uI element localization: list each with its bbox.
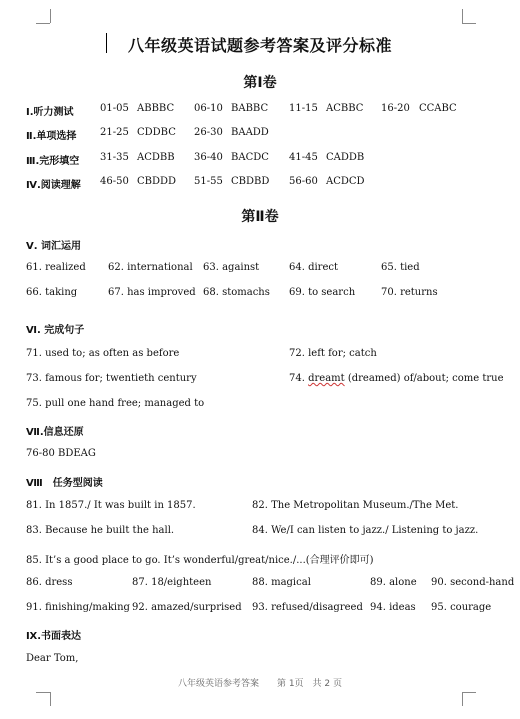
volume-2-heading: 第Ⅱ卷	[241, 209, 279, 225]
answer-62: 62. international	[108, 262, 193, 273]
answer-88: 88. magical	[252, 577, 311, 588]
answer-95: 95. courage	[431, 602, 492, 613]
part1-range: 56-60	[289, 176, 318, 187]
part1-answer-key: CCABC	[419, 103, 457, 114]
answer-63: 63. against	[203, 262, 260, 273]
answer-74	[289, 373, 504, 384]
part1-range: 01-05	[100, 103, 129, 114]
part1-answer-key: BABBC	[231, 103, 269, 114]
answer-64: 64. direct	[289, 262, 338, 273]
answer-81: 81. In 1857./ It was built in 1857.	[26, 500, 196, 511]
answer-93: 93. refused/disagreed	[252, 602, 363, 613]
part1-range: 11-15	[289, 103, 318, 114]
answer-86: 86. dress	[26, 577, 73, 588]
answer-92: 92. amazed/surprised	[132, 602, 242, 613]
part1-range: 51-55	[194, 176, 223, 187]
section-5-heading: Ⅴ. 词汇运用	[26, 241, 82, 252]
part1-range: 16-20	[381, 103, 410, 114]
part1-range: 36-40	[194, 152, 223, 163]
letter-greeting: Dear Tom,	[26, 653, 79, 664]
part1-answer-key: ACDCD	[326, 176, 365, 187]
answer-66: 66. taking	[26, 287, 78, 298]
answer-89: 89. alone	[370, 577, 417, 588]
part1-row-3-label: Ⅲ.完形填空	[26, 156, 80, 167]
part1-answer-key: CADDB	[326, 152, 365, 163]
part1-answer-key: BAADD	[231, 127, 269, 138]
answer-73: 73. famous for; twentieth century	[26, 373, 197, 384]
part1-range: 46-50	[100, 176, 129, 187]
page-footer: 八年级英语参考答案 第 1页 共 2 页	[177, 679, 343, 689]
answer-70: 70. returns	[381, 287, 438, 298]
answer-74-rest: (dreamed) of/about; come true	[347, 373, 504, 384]
part1-answer-key: ACDBB	[137, 152, 175, 163]
part1-row-4-label: Ⅳ.阅读理解	[26, 180, 81, 191]
section-8-heading: Ⅷ 任务型阅读	[26, 478, 103, 489]
answer-91: 91. finishing/making	[26, 602, 130, 613]
answer-74-number: 74.	[289, 373, 305, 384]
page-title: 八年级英语试题参考答案及评分标准	[127, 36, 392, 55]
part1-range: 41-45	[289, 152, 318, 163]
answer-61: 61. realized	[26, 262, 86, 273]
volume-1-heading: 第Ⅰ卷	[243, 75, 277, 91]
section-7-heading: Ⅶ.信息还原	[26, 427, 84, 438]
answer-84: 84. We/I can listen to jazz./ Listening to jazz.	[252, 525, 479, 536]
part1-row-1-label: Ⅰ.听力测试	[26, 107, 74, 118]
answer-65: 65. tied	[381, 262, 420, 273]
answer-74-flagged-word: dreamt	[308, 373, 345, 384]
part1-range: 06-10	[194, 103, 223, 114]
answer-87: 87. 18/eighteen	[132, 577, 212, 588]
answer-82: 82. The Metropolitan Museum./The Met.	[252, 500, 459, 511]
answer-83: 83. Because he built the hall.	[26, 525, 175, 536]
part1-range: 31-35	[100, 152, 129, 163]
answer-71: 71. used to; as often as before	[26, 348, 180, 359]
answer-67: 67. has improved	[108, 287, 196, 298]
part1-range: 21-25	[100, 127, 129, 138]
answer-94: 94. ideas	[370, 602, 416, 613]
answer-85: 85. It’s a good place to go. It’s wonderful/great/nice./...(合理评价即可)	[26, 555, 374, 566]
part1-range: 26-30	[194, 127, 223, 138]
part1-answer-key: CBDBD	[231, 176, 270, 187]
answer-75: 75. pull one hand free; managed to	[26, 398, 205, 409]
answer-76-80: 76-80 BDEAG	[26, 448, 96, 459]
part1-row-2-label: Ⅱ.单项选择	[26, 131, 77, 142]
section-6-heading: Ⅵ. 完成句子	[26, 325, 85, 336]
answer-69: 69. to search	[289, 287, 356, 298]
part1-answer-key: CDDBC	[137, 127, 176, 138]
part1-answer-key: BACDC	[231, 152, 269, 163]
answer-90: 90. second-hand	[431, 577, 515, 588]
part1-answer-key: ABBBC	[137, 103, 175, 114]
section-9-heading: Ⅸ.书面表达	[26, 631, 82, 642]
answer-72: 72. left for; catch	[289, 348, 377, 359]
part1-answer-key: CBDDD	[137, 176, 177, 187]
part1-answer-key: ACBBC	[326, 103, 364, 114]
answer-68: 68. stomachs	[203, 287, 270, 298]
